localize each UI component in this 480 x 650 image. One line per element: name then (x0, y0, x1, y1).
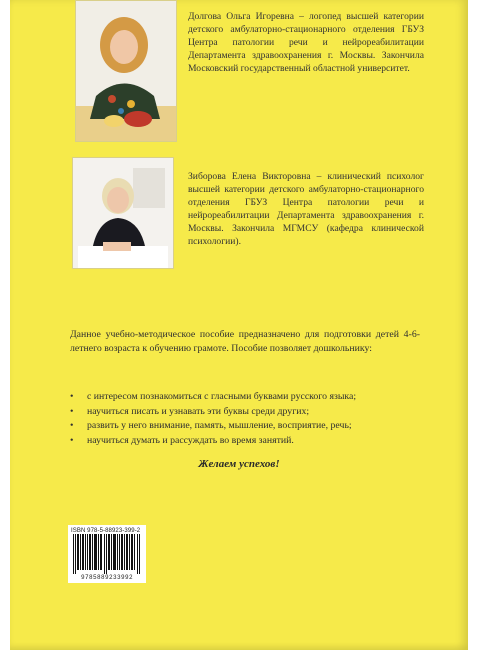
barcode-number: 9785889233992 (80, 574, 133, 581)
list-item: • развить у него внимание, память, мышление, восприятие, речь; (70, 419, 430, 434)
book-description: Данное учебно-методическое пособие предназначено для подготовки детей 4-6-летнего возраста к обучению грамоте. Пособие позволяет дошкольнику: (70, 329, 420, 354)
isbn-label: ISBN 978-5-88923-399-2 (71, 528, 141, 534)
barcode (71, 534, 143, 574)
closing-wish: Желаем успехов! (198, 458, 280, 470)
isbn-block (68, 525, 146, 583)
list-item: • с интересом познакомиться с гласными буквами русского языка; (70, 390, 430, 405)
author-photo-ziborova (72, 157, 174, 269)
list-item: • научиться думать и рассуждать во время занятий. (70, 434, 430, 449)
back-cover (10, 0, 468, 650)
author-photo-dolgova (75, 0, 177, 142)
list-item: • научиться писать и узнавать эти буквы среди других; (70, 405, 430, 420)
benefits-list (70, 390, 430, 448)
author-bio-ziborova: Зиборова Елена Викторовна – клинический психолог высшей категории детского амбулаторно-стационарного отделения ГБУЗ Центра патологии речи и нейрореабилитации Департамента здравоохранения г. Москвы. Закончила МГМСУ (кафедра клинической психологии). (188, 171, 424, 247)
author-bio-dolgova: Долгова Ольга Игоревна – логопед высшей категории детского амбулаторно-стационарного отделения ГБУЗ Центра патологии речи и нейрореабилитации Департамента здравоохранения г. Москвы. Закончила Московский государственный областной университет. (188, 11, 424, 74)
